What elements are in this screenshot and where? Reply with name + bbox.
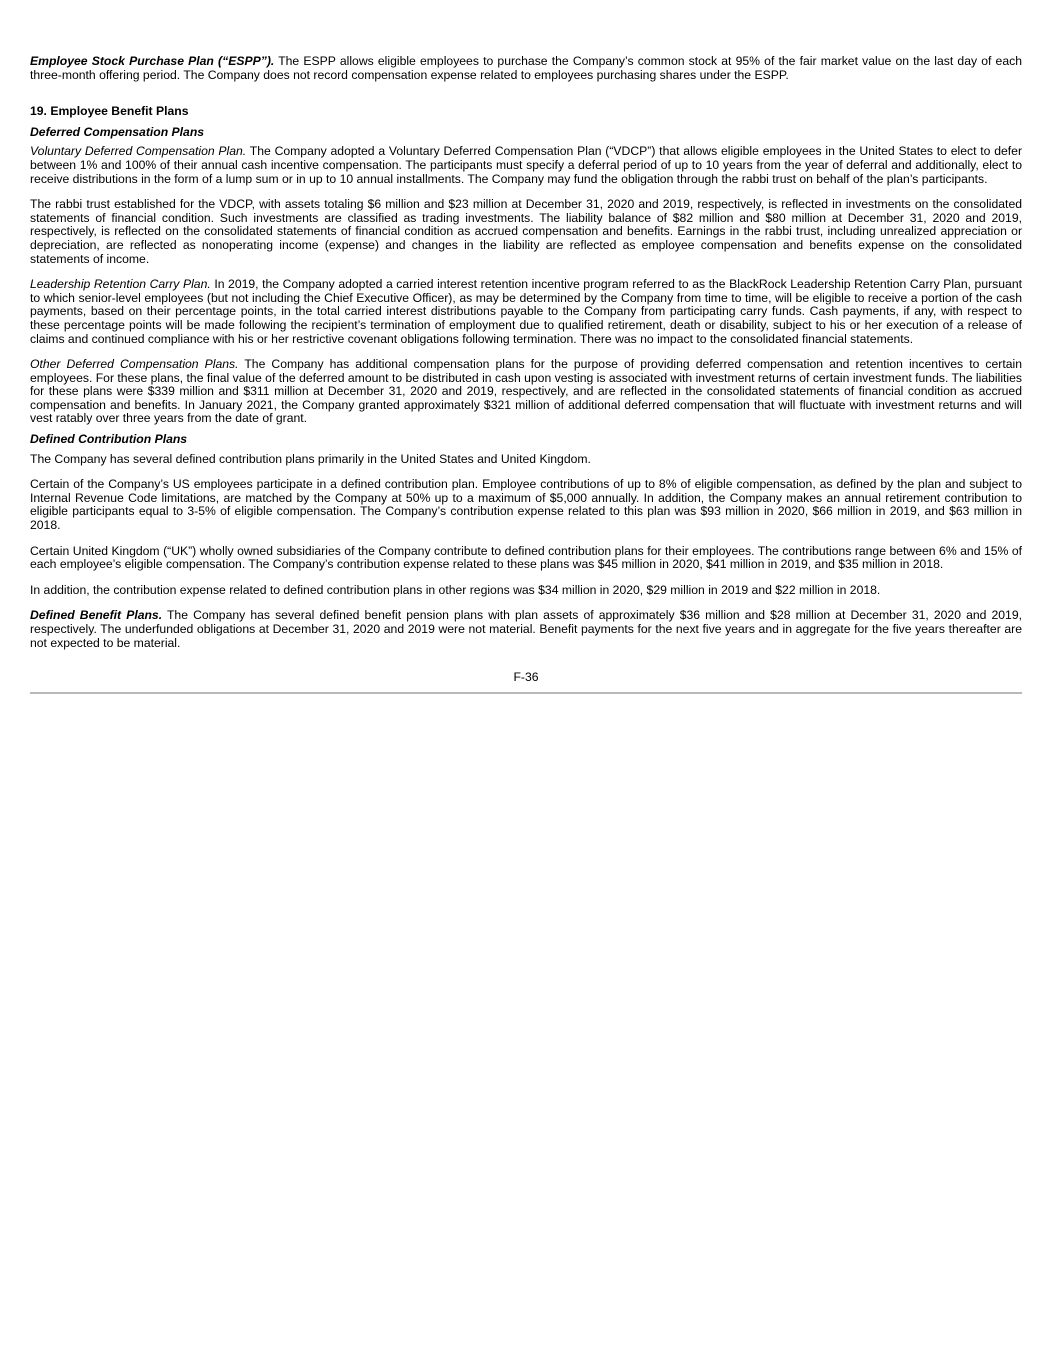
vdcp-text: The Company adopted a Voluntary Deferred Compensation Plan (“VDCP”) that allows eligible employees in the United States to elect to defer between 1% and 100% of their annual cash incentive compensation. The participants must specify a deferral period of up to 10 years from the year of deferral and additionally, elect to receive distributions in the form of a lump sum or in up to 10 annual installments. The Company may fund the obligation through the rabbi trust on behalf of the plan’s participants. bbox=[30, 144, 1023, 186]
carry-plan-lead: Leadership Retention Carry Plan. bbox=[30, 277, 211, 292]
defined-benefit-text: The Company has several defined benefit pension plans with plan assets of approximately $36 million and $28 million at December 31, 2020 and 2019, respectively. The underfunded obligations at December 31, 2020 and 2019 were not material. Benefit payments for the next five years and in aggregate for the five years thereafter are not expected to be material. bbox=[30, 608, 1022, 650]
page-number: F-36 bbox=[513, 670, 539, 685]
page-divider bbox=[30, 692, 1022, 694]
rabbi-trust-paragraph: The rabbi trust established for the VDCP, with assets totaling $6 million and $23 million at December 31, 2020 and 2019, respectively, is reflected in investments on the consolidated statements of financial condition. Such investments are classified as trading investments. The liability balance of $82 million and $80 million at December 31, 2020 and 2019, respectively, is reflected on the consolidated statements of financial condition as accrued compensation and benefits. Earnings in the rabbi trust, including unrealized appreciation or depreciation, are reflected as nonoperating income (expense) and changes in the liability are reflected as employee compensation and benefits expense on the consolidated statements of income. bbox=[30, 197, 1022, 266]
contribution-intro-paragraph: The Company has several defined contribution plans primarily in the United States and United Kingdom. bbox=[30, 451, 591, 466]
defined-benefit-paragraph bbox=[30, 609, 1022, 650]
other-regions-paragraph: In addition, the contribution expense related to defined contribution plans in other regions was $34 million in 2020, $29 million in 2019 and $22 million in 2018. bbox=[30, 582, 881, 597]
section-title: 19. Employee Benefit Plans bbox=[30, 104, 189, 119]
defined-benefit-lead: Defined Benefit Plans. bbox=[30, 608, 163, 623]
espp-lead: Employee Stock Purchase Plan (“ESPP”). bbox=[30, 54, 275, 68]
defined-contribution-heading: Defined Contribution Plans bbox=[30, 432, 188, 447]
carry-plan-paragraph bbox=[30, 278, 1022, 346]
vdcp-paragraph bbox=[30, 145, 1022, 186]
other-deferred-paragraph bbox=[30, 358, 1022, 426]
carry-plan-text: In 2019, the Company adopted a carried interest retention incentive program referred to as the BlackRock Leadership Retention Carry Plan, pursuant to which senior-level employees (but not including the Chief Executive Officer), as may be determined by the Company from time to time, will be eligible to receive a portion of the cash payments, based on their percentage points, in the total carried interest distributions payable to the Company from participating carry funds. Cash payments, if any, with respect to these percentage points will be made following the recipient’s termination of employment due to qualified retirement, death or disability, subject to his or her execution of a release of claims and continued compliance with his or her restrictive covenant obligations following termination. There was no impact to the consolidated financial statements. bbox=[30, 277, 1022, 346]
other-deferred-text: The Company has additional compensation plans for the purpose of providing deferred compensation and retention incentives to certain employees. For these plans, the final value of the deferred amount to be distributed in cash upon vesting is associated with investment returns of certain investment funds. The liabilities for these plans were $339 million and $311 million at December 31, 2020 and 2019, respectively, and are reflected in the consolidated statements of financial condition as accrued compensation and benefits. In January 2021, the Company granted approximately $321 million of additional deferred compensation that will fluctuate with investment returns and will vest ratably over three years from the date of grant. bbox=[30, 357, 1022, 426]
us-plan-paragraph: Certain of the Company’s US employees participate in a defined contribution plan. Employee contributions of up to 8% of eligible compensation, as defined by the plan and subject to Internal Revenue Code limitations, are matched by the Company at 50% up to a maximum of $5,000 annually. In addition, the Company makes an annual retirement contribution to eligible participants equal to 3-5% of eligible compensation. The Company’s contribution expense related to this plan was $93 million in 2020, $66 million in 2019, and $63 million in 2018. bbox=[30, 477, 1022, 533]
document-page bbox=[30, 55, 1022, 694]
deferred-compensation-heading: Deferred Compensation Plans bbox=[30, 124, 205, 139]
vdcp-lead: Voluntary Deferred Compensation Plan. bbox=[30, 144, 247, 159]
espp-text: The ESPP allows eligible employees to purchase the Company’s common stock at 95% of the fair market value on the last day of each three-month offering period. The Company does not record compensation expense related to employees purchasing shares under the ESPP. bbox=[30, 54, 1022, 82]
espp-paragraph bbox=[30, 55, 1022, 82]
other-deferred-lead: Other Deferred Compensation Plans. bbox=[30, 357, 239, 372]
uk-plan-paragraph: Certain United Kingdom (“UK”) wholly owned subsidiaries of the Company contribute to defined contribution plans for their employees. The contributions range between 6% and 15% of each employee’s eligible compensation. The Company’s contribution expense related to these plans was $45 million in 2020, $41 million in 2019, and $35 million in 2018. bbox=[30, 543, 1022, 572]
